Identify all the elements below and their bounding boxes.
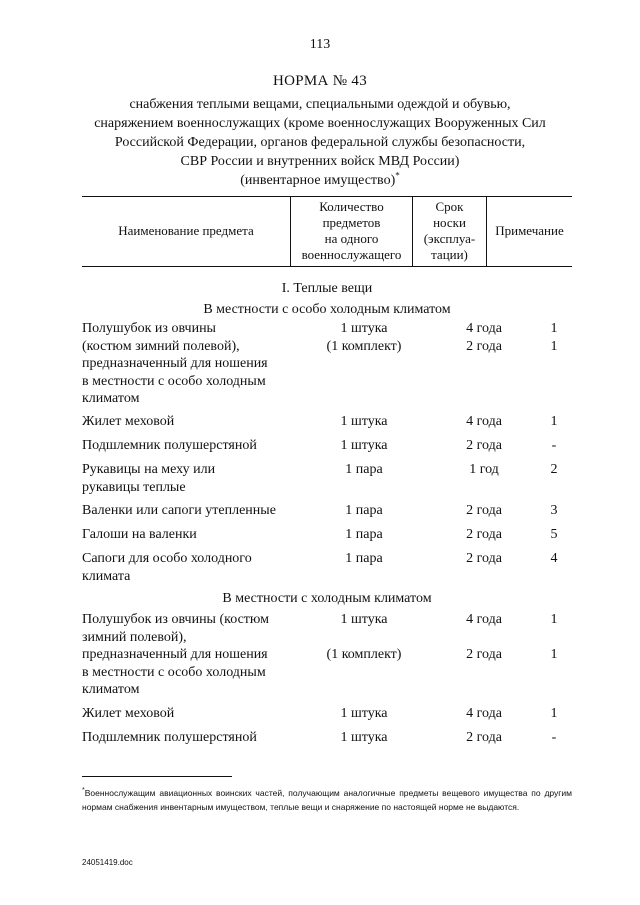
item-note: - <box>551 730 557 745</box>
item-note: 1 <box>550 706 558 721</box>
header-term: Срок носки (эксплуа- тации) <box>423 199 476 262</box>
table-header-bottom-rule <box>82 266 572 267</box>
item-name: Галоши на валенки <box>82 527 197 542</box>
item-note: 1 1 <box>550 321 558 354</box>
title-subtitle <box>60 171 580 190</box>
header-note: Примечание <box>495 223 564 238</box>
subtitle-text: (инвентарное имущество) <box>240 173 396 188</box>
section-subheading: В местности с особо холодным климатом <box>203 302 451 317</box>
footnote <box>82 786 572 814</box>
table-header-top-rule <box>82 196 572 197</box>
item-name: Сапоги для особо холодного климата <box>82 551 252 584</box>
document-title <box>60 72 580 190</box>
item-term: 2 года <box>466 527 502 542</box>
item-note: - <box>551 438 557 453</box>
item-note: 3 <box>550 503 558 518</box>
item-quantity: 1 пара <box>345 527 383 542</box>
item-quantity: 1 штука <box>340 414 388 429</box>
header-quantity: Количество предметов на одного военнослужащего <box>301 199 402 262</box>
footnote-mark: * <box>395 170 400 181</box>
section-heading: I. Теплые вещи <box>281 281 373 296</box>
item-term: 2 года <box>466 551 502 566</box>
item-term: 2 года <box>466 503 502 518</box>
item-name: Подшлемник полушерстяной <box>82 730 257 745</box>
norm-title: НОРМА № 43 <box>273 73 367 89</box>
item-term: 4 года <box>466 706 502 721</box>
title-line: снабжения теплыми вещами, специальными одеждой и обувью, <box>129 97 511 112</box>
item-note: 1 <box>550 414 558 429</box>
item-quantity: 1 штука (1 комплект) <box>326 612 402 662</box>
title-line: Российской Федерации, органов федеральной службы безопасности, <box>114 135 526 150</box>
item-quantity: 1 пара <box>345 462 383 477</box>
item-note: 4 <box>550 551 558 566</box>
item-term: 2 года <box>466 438 502 453</box>
header-name: Наименование предмета <box>118 223 254 238</box>
section-subheading: В местности с холодным климатом <box>222 591 432 606</box>
item-term: 2 года <box>466 730 502 745</box>
item-note: 5 <box>550 527 558 542</box>
title-line: СВР России и внутренних войск МВД России) <box>180 154 460 169</box>
item-name: Полушубок из овчины (костюм зимний полевой), предназначенный для ношения в местности с особо холодным климатом <box>82 612 270 697</box>
document-id: 24051419.doc <box>82 858 133 867</box>
item-name: Полушубок из овчины (костюм зимний полевой), предназначенный для ношения в местности с особо холодным климатом <box>82 321 268 406</box>
item-term: 4 года 2 года <box>466 612 502 662</box>
item-name: Рукавицы на меху или рукавицы теплые <box>82 462 216 495</box>
item-name: Валенки или сапоги утепленные <box>82 503 276 518</box>
item-quantity: 1 пара <box>345 551 383 566</box>
footnote-mark: * <box>82 787 85 795</box>
item-quantity: 1 штука <box>340 730 388 745</box>
item-name: Жилет меховой <box>82 414 175 429</box>
item-note: 2 <box>550 462 558 477</box>
item-term: 4 года 2 года <box>466 321 502 354</box>
item-term: 4 года <box>466 414 502 429</box>
item-name: Жилет меховой <box>82 706 175 721</box>
item-term: 1 год <box>469 462 499 477</box>
item-quantity: 1 штука <box>340 706 388 721</box>
item-name: Подшлемник полушерстяной <box>82 438 257 453</box>
footnote-rule <box>82 776 232 777</box>
item-quantity: 1 штука (1 комплект) <box>326 321 402 354</box>
item-note: 1 1 <box>550 612 558 662</box>
item-quantity: 1 штука <box>340 438 388 453</box>
footnote-text: Военнослужащим авиационных воинских частей, получающим аналогичные предметы вещевого имущества по другим нормам снабжения инвентарным имуществом, теплые вещи и снаряжение по настоящей норме не выдаются. <box>82 788 572 812</box>
page-number: 113 <box>309 37 331 52</box>
item-quantity: 1 пара <box>345 503 383 518</box>
title-line: снаряжением военнослужащих (кроме военнослужащих Вооруженных Сил <box>94 116 546 131</box>
